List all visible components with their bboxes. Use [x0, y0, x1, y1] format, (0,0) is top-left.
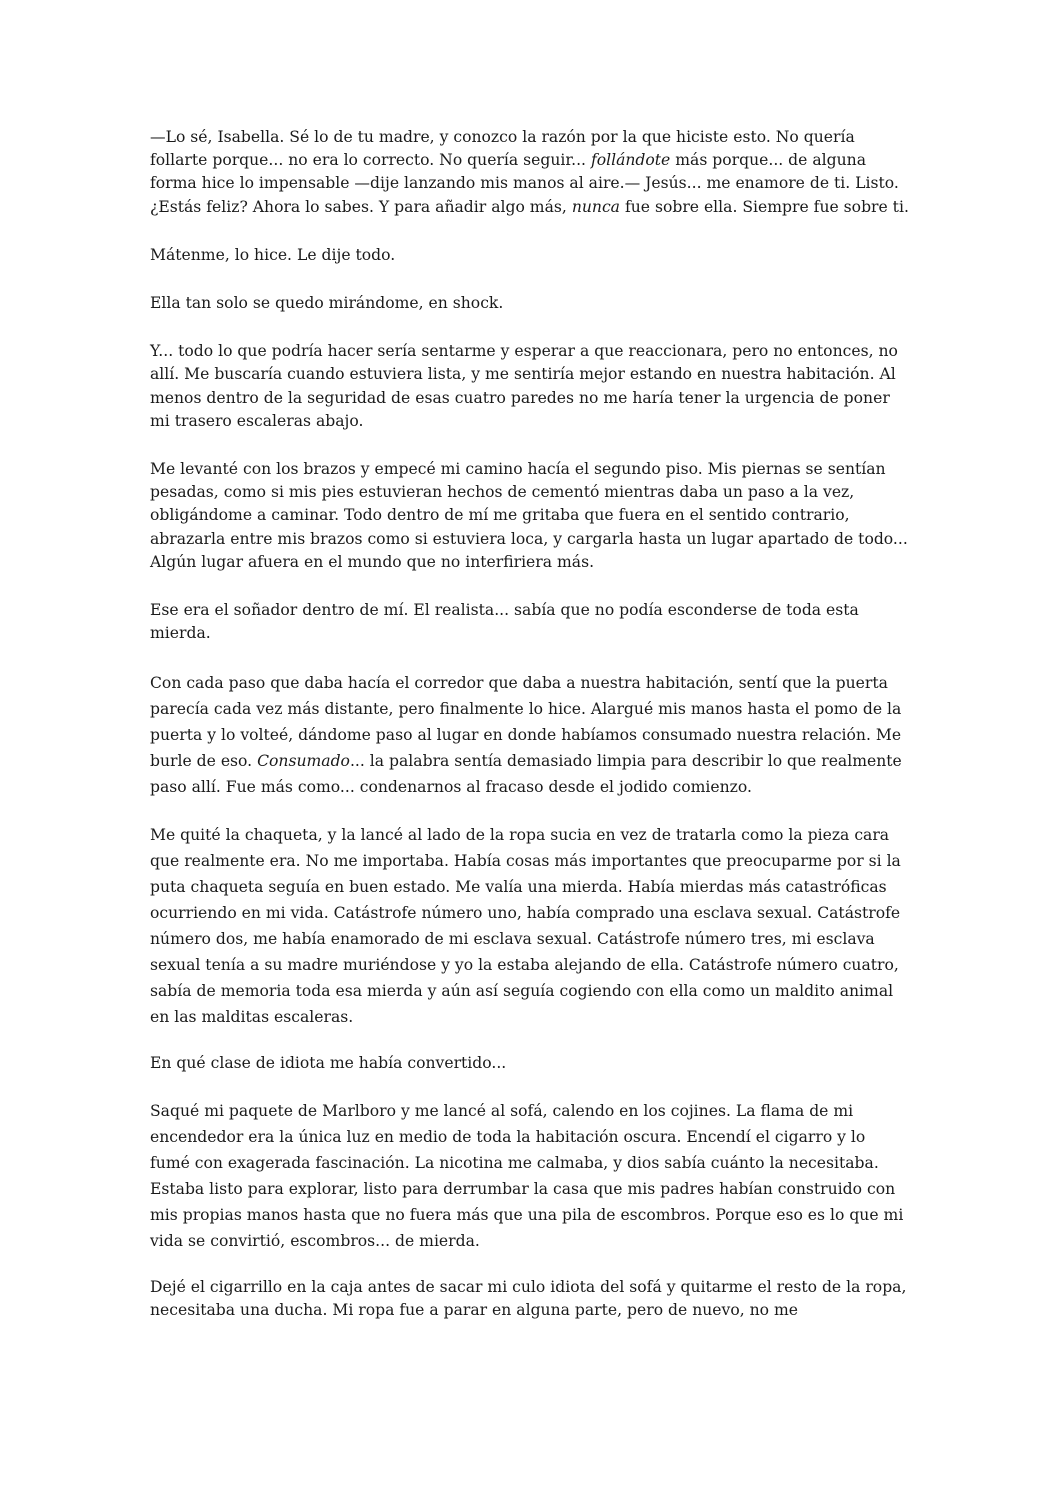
- text-run: Me quité la chaqueta, y la lancé al lado de la ropa sucia en vez de tratarla como la pieza cara que realmente era. No me importaba. Había cosas más importantes que preocuparme por si la puta chaqueta seguía en buen estado. Me valía una mierda. Había mierdas más catastróficas ocurriendo en mi vida. Catástrofe número uno, había comprado una esclava sexual. Catástrofe número dos, me había enamorado de mi esclava sexual. Catástrofe número tres, mi esclava sexual tenía a su madre muriéndose y yo la estaba alejando de ella. Catástrofe número cuatro, sabía de memoria toda esa mierda y aún así seguía cogiendo con ella como un maldito animal en las malditas escaleras.: [150, 826, 901, 1027]
- paragraph: [150, 126, 910, 219]
- text-run: Ella tan solo se quedo mirándome, en shock.: [150, 294, 504, 313]
- paragraph: [150, 292, 910, 315]
- text-run: Saqué mi paquete de Marlboro y me lancé al sofá, calendo en los cojines. La flama de mi encendedor era la única luz en medio de toda la habitación oscura. Encendí el cigarro y lo fumé con exagerada fascinación. La nicotina me calmaba, y dios sabía cuánto la necesitaba. Estaba listo para explorar, listo para derrumbar la casa que mis padres habían construido con mis propias manos hasta que no fuera más que una pila de escombros. Porque eso es lo que mi vida se convirtió, escombros... de mierda.: [150, 1101, 904, 1250]
- paragraph: [150, 1276, 910, 1322]
- document-body: [150, 126, 910, 1347]
- paragraph: [150, 458, 910, 574]
- italic-text-run: nunca: [571, 197, 620, 216]
- paragraph: [150, 244, 910, 267]
- paragraph: [150, 1098, 910, 1254]
- paragraph: [150, 822, 910, 1030]
- paragraph: [150, 1052, 910, 1075]
- paragraph: [150, 340, 910, 433]
- text-run: Dejé el cigarrillo en la caja antes de sacar mi culo idiota del sofá y quitarme el resto de la ropa, necesitaba una ducha. Mi ropa fue a parar en alguna parte, pero de nuevo, no me: [150, 1277, 907, 1319]
- text-run: ... la palabra sentía demasiado limpia para describir lo que realmente paso allí. Fue más como... condenarnos al fracaso desde el jodido comienzo.: [150, 752, 902, 797]
- paragraph: [150, 670, 910, 800]
- italic-text-run: follándote: [590, 151, 671, 170]
- italic-text-run: Consumado: [257, 752, 350, 771]
- text-run: fue sobre ella. Siempre fue sobre ti.: [619, 197, 909, 216]
- text-run: Y... todo lo que podría hacer sería sentarme y esperar a que reaccionara, pero no entonces, no allí. Me buscaría cuando estuviera lista, y me sentiría mejor estando en nuestra habitación. Al menos dentro de la seguridad de esas cuatro paredes no me haría tener la urgencia de poner mi trasero escaleras abajo.: [150, 342, 898, 430]
- text-run: Ese era el soñador dentro de mí. El realista... sabía que no podía esconderse de toda esta mierda.: [150, 601, 859, 643]
- paragraph: [150, 599, 910, 645]
- text-run: Con cada paso que daba hacía el corredor que daba a nuestra habitación, sentí que la puerta parecía cada vez más distante, pero finalmente lo hice. Alargué mis manos hasta el pomo de la puerta y lo volteé, dándome paso al lugar en donde habíamos consumado nuestra relación. Me burle de eso.: [150, 674, 902, 771]
- text-run: Me levanté con los brazos y empecé mi camino hacía el segundo piso. Mis piernas se sentían pesadas, como si mis pies estuvieran hechos de cementó mientras daba un paso a la vez, obligándome a caminar. Todo dentro de mí me gritaba que fuera en el sentido contrario, abrazarla entre mis brazos como si estuviera loca, y cargarla hasta un lugar apartado de todo... Algún lugar afuera en el mundo que no interfiriera más.: [150, 460, 908, 571]
- text-run: En qué clase de idiota me había convertido...: [150, 1054, 507, 1073]
- text-run: —Lo sé, Isabella. Sé lo de tu madre, y conozco la razón por la que hiciste esto. No quería follarte porque... no era lo correcto. No quería seguir...: [150, 128, 855, 170]
- text-run: más porque... de alguna forma hice lo impensable —dije lanzando mis manos al aire.— Jesús... me enamore de ti. Listo. ¿Estás feliz? Ahora lo sabes. Y para añadir algo más,: [150, 151, 899, 216]
- text-run: Mátenme, lo hice. Le dije todo.: [150, 245, 396, 264]
